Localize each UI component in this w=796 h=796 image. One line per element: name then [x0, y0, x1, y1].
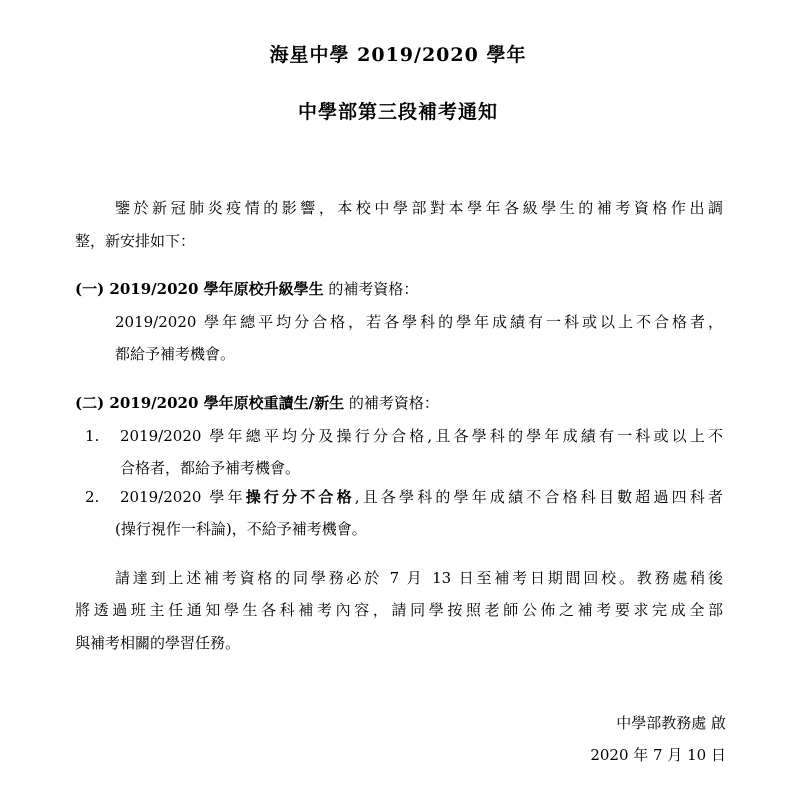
- section-1-heading: [75, 279, 418, 299]
- item-2-line-2: (操行視作一科論)，不給予補考機會。: [115, 520, 367, 538]
- section-1-line-1: 2019/2020 學年總平均分合格，若各學科的學年成績有一科或以上不合格者，: [115, 313, 723, 331]
- document-title: 海星中學 2019/2020 學年: [269, 44, 527, 66]
- intro-line-1: 鑒於新冠肺炎疫情的影響，本校中學部對本學年各級學生的補考資格作出調: [115, 199, 723, 217]
- item-2-line-1-pre: 2019/2020 學年: [120, 488, 246, 506]
- signature-office: 中學部教務處 啟: [616, 714, 726, 732]
- item-1-line-2: 合格者，都給予補考機會。: [120, 459, 301, 477]
- section-1-heading-bold: (一) 2019/2020 學年原校升級學生: [75, 280, 324, 298]
- closing-line-1: 請達到上述補考資格的同學務必於 7 月 13 日至補考日期間回校。教務處稍後: [115, 569, 723, 587]
- item-2-line-1: [120, 487, 723, 507]
- section-2-heading-bold: (二) 2019/2020 學年原校重讀生/新生: [75, 394, 345, 412]
- item-1-line-1: 2019/2020 學年總平均分及操行分合格,且各學科的學年成績有一科或以上不: [120, 427, 723, 445]
- document-subtitle: 中學部第三段補考通知: [297, 101, 498, 123]
- item-2-number: 2.: [85, 488, 100, 506]
- item-2-line-1-bold: 操行分不合格: [245, 488, 355, 506]
- closing-line-3: 與補考相關的學習任務。: [75, 634, 241, 652]
- section-2-heading-rest: 的補考資格：: [348, 394, 439, 412]
- item-2-line-1-post: ,且各學科的學年成績不合格科目數超過四科者: [354, 488, 723, 506]
- intro-line-2: 整，新安排如下：: [75, 232, 196, 250]
- signature-date: 2020 年 7 月 10 日: [590, 746, 726, 764]
- section-1-heading-rest: 的補考資格：: [328, 280, 419, 298]
- section-1-line-2: 都給予補考機會。: [115, 345, 236, 363]
- closing-line-2: 將透過班主任通知學生各科補考內容，請同學按照老師公佈之補考要求完成全部: [75, 601, 723, 619]
- item-1-number: 1.: [85, 427, 100, 445]
- section-2-heading: [75, 393, 439, 413]
